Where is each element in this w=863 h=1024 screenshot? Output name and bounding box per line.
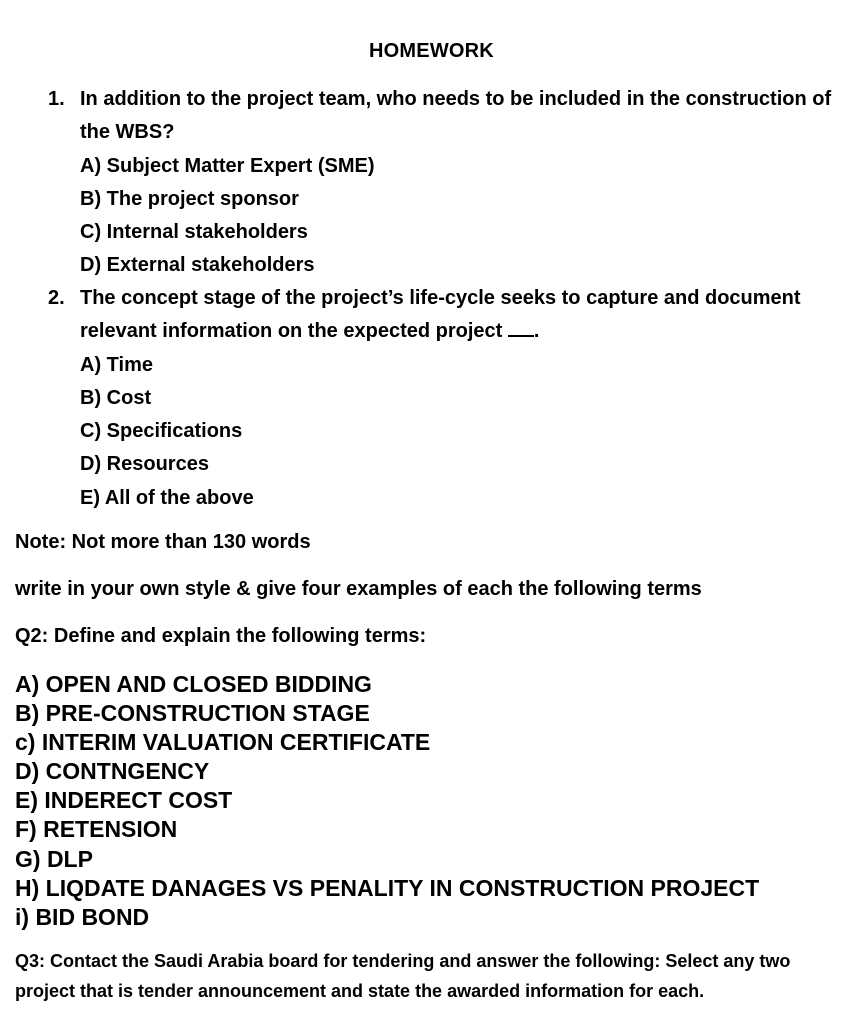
question-1-option-d: D) External stakeholders <box>80 254 315 277</box>
answer-blank <box>508 321 534 337</box>
term-item: B) PRE-CONSTRUCTION STAGE <box>15 700 370 727</box>
question-2 <box>48 282 838 515</box>
instruction-text: write in your own style & give four examples of each the following terms <box>15 578 702 600</box>
question-3: Q3: Contact the Saudi Arabia board for tendering and answer the following: Select any two project that is tender announcement and state the awarded information for each. <box>15 951 791 1001</box>
question-2-option-b: B) Cost <box>80 386 152 409</box>
term-item: G) DLP <box>15 845 93 872</box>
page-title: HOMEWORK <box>369 40 494 62</box>
terms-list <box>15 670 759 932</box>
question-1-number: 1. <box>48 88 65 110</box>
question-2-text <box>80 282 838 349</box>
term-item: i) BID BOND <box>15 903 150 930</box>
question-1-body <box>80 83 838 283</box>
question-1 <box>48 83 838 283</box>
term-item: c) INTERIM VALUATION CERTIFICATE <box>15 729 431 756</box>
term-item: E) INDERECT COST <box>15 787 233 814</box>
question-2-text-start: The concept stage of the project’s life-cycle seeks to capture and document relevant information on the expected project <box>80 287 801 343</box>
question-2-option-d: D) Resources <box>80 453 209 476</box>
term-item: A) OPEN AND CLOSED BIDDING <box>15 671 372 697</box>
question-2-body <box>80 282 838 515</box>
question-2-option-c: C) Specifications <box>80 420 243 443</box>
term-item: H) LIQDATE DANAGES VS PENALITY IN CONSTRUCTION PROJECT <box>15 874 760 901</box>
q2-heading: Q2: Define and explain the following terms: <box>15 625 427 647</box>
question-1-option-b: B) The project sponsor <box>80 187 299 210</box>
question-2-number: 2. <box>48 287 65 309</box>
term-item: F) RETENSION <box>15 816 178 843</box>
term-item: D) CONTNGENCY <box>15 758 210 785</box>
question-2-option-e: E) All of the above <box>80 486 254 509</box>
word-limit-note: Note: Not more than 130 words <box>15 531 311 553</box>
question-1-text: In addition to the project team, who needs to be included in the construction of the WBS? <box>80 88 832 144</box>
question-2-text-end: . <box>533 320 540 343</box>
question-1-option-c: C) Internal stakeholders <box>80 221 308 244</box>
question-2-option-a: A) Time <box>80 353 153 376</box>
question-1-option-a: A) Subject Matter Expert (SME) <box>80 154 375 177</box>
